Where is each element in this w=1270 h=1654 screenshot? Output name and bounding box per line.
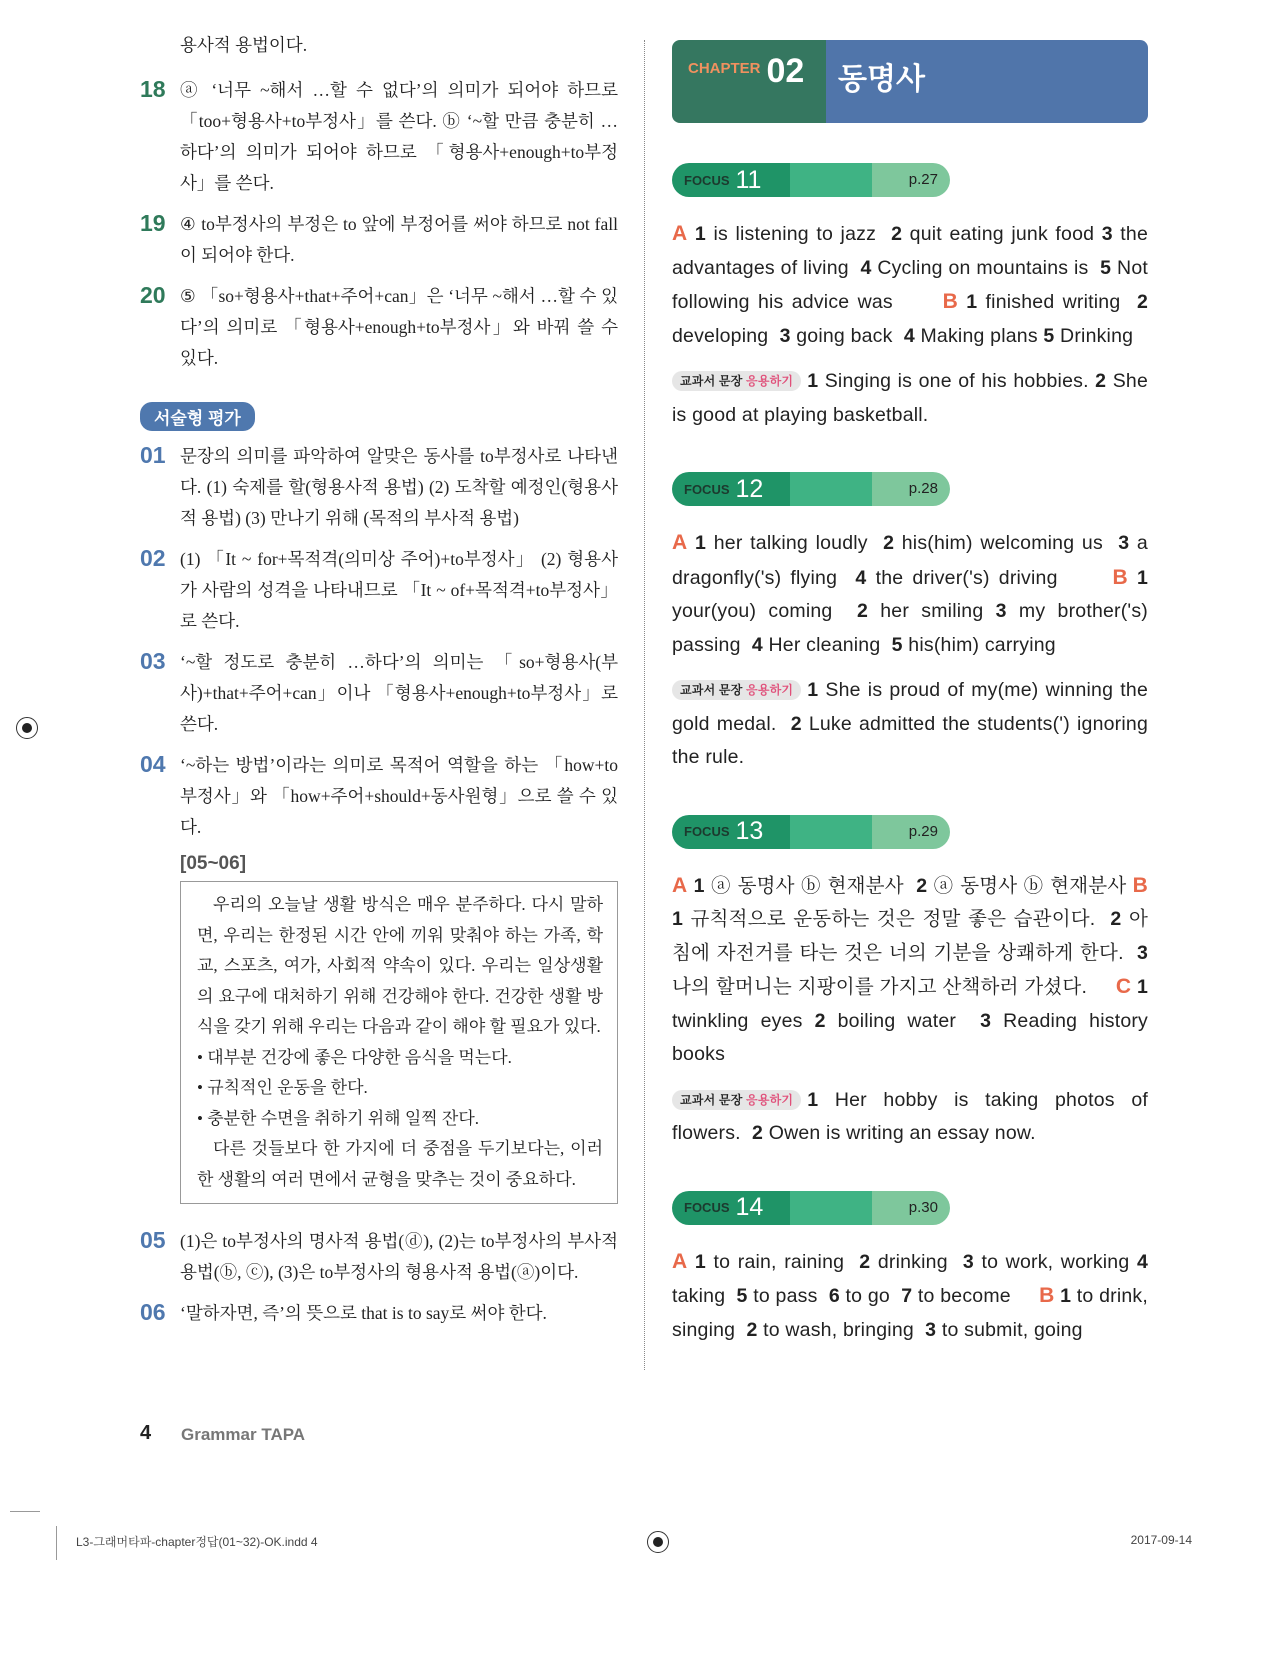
answer-text: Her cleaning bbox=[762, 633, 892, 656]
answer-number: 2 bbox=[1095, 370, 1107, 392]
section-letter: A bbox=[672, 873, 688, 897]
answer-number: 3 bbox=[779, 324, 791, 347]
answer-number: 2 bbox=[859, 1250, 871, 1273]
focus-bar-middle bbox=[790, 815, 872, 849]
item-text: ‘~할 정도로 충분히 …하다’의 의미는 「so+형용사(부사)+that+주어+can」이나 「형용사+enough+to부정사」로 쓴다. bbox=[180, 652, 618, 734]
answer-number: 1 bbox=[1127, 566, 1148, 589]
answer-text: to submit, going bbox=[936, 1318, 1083, 1341]
answer-number: 2 bbox=[916, 874, 928, 897]
focus-page-ref: p.27 bbox=[872, 163, 950, 197]
item-text: (1) 「It ~ for+목적격(의미상 주어)+to부정사」 (2) 형용사가 사람의 성격을 나타내므로 「It ~ of+목적격+to부정사」로 쓴다. bbox=[180, 549, 618, 631]
answer-number: 2 bbox=[746, 1318, 758, 1341]
answer-item bbox=[140, 750, 618, 843]
chapter-label: CHAPTER bbox=[688, 60, 761, 77]
chapter-header bbox=[672, 40, 1148, 123]
answer-number: 2 bbox=[752, 1122, 764, 1144]
passage-bullet: • 충분한 수면을 취하기 위해 일찍 잔다. bbox=[197, 1108, 480, 1128]
answer-number: 5 bbox=[736, 1285, 748, 1307]
focus-bar-middle bbox=[790, 1191, 872, 1225]
answer-item bbox=[140, 441, 618, 534]
section-letter: A bbox=[672, 222, 688, 245]
answer-number: 3 bbox=[1101, 223, 1113, 245]
answer-text: her talking loudly bbox=[706, 532, 884, 554]
answer-number: 2 bbox=[883, 532, 895, 554]
item-text: ⑤ 「so+형용사+that+주어+can」은 ‘너무 ~해서 …할 수 있다’의 의미로 「형용사+enough+to부정사」와 바꿔 쓸 수 있다. bbox=[180, 286, 618, 368]
section-letter: A bbox=[672, 1249, 688, 1273]
left-column bbox=[140, 30, 618, 1339]
answer-text: going back bbox=[790, 324, 904, 347]
focus-label: FOCUS bbox=[684, 824, 730, 839]
answer-number: 3 bbox=[925, 1318, 937, 1341]
focus-bar bbox=[672, 1191, 950, 1225]
answer-text: Luke admitted the students(') ignoring the rule. bbox=[672, 712, 1154, 768]
item-text: ‘말하자면, 즉’의 뜻으로 that is to say로 써야 한다. bbox=[180, 1303, 547, 1323]
answer-text: finished writing bbox=[977, 291, 1137, 313]
item-number: 05 bbox=[140, 1227, 166, 1253]
item-number: 18 bbox=[140, 76, 166, 102]
item-number: 06 bbox=[140, 1299, 166, 1325]
answer-text: to go bbox=[839, 1285, 902, 1307]
answer-number: 6 bbox=[828, 1285, 840, 1307]
section-letter: B bbox=[1112, 565, 1128, 589]
answer-text: 아침에 자전거를 타는 것은 너의 기분을 상쾌하게 한다. bbox=[672, 908, 1149, 964]
answer-number: 2 bbox=[856, 600, 869, 622]
textbook-application bbox=[672, 365, 1154, 432]
item-text: ④ to부정사의 부정은 to 앞에 부정어를 써야 하므로 not fall이 되어야 한다. bbox=[180, 214, 618, 265]
focus-page-ref: p.28 bbox=[872, 472, 950, 506]
section-letter: A bbox=[672, 531, 688, 554]
answer-text: to wash, bringing bbox=[757, 1318, 926, 1341]
column-divider bbox=[644, 40, 645, 1370]
answer-number: 1 bbox=[807, 370, 819, 392]
answer-text: quit eating junk food bbox=[902, 223, 1102, 245]
answer-number: 3 bbox=[995, 600, 1007, 622]
registration-mark-icon bbox=[647, 1531, 669, 1553]
answer-text: to rain, raining bbox=[705, 1250, 860, 1273]
answer-number: 3 bbox=[1118, 532, 1130, 554]
passage-paragraph: 다른 것들보다 한 가지에 더 중점을 두기보다는, 이러한 생활의 여러 면에서 균형을 맞추는 것이 중요하다. bbox=[197, 1139, 603, 1189]
answer-text: Not following his advice was bbox=[672, 256, 1154, 313]
answer-item bbox=[140, 1298, 618, 1329]
answer-text: your(you) coming bbox=[672, 566, 1154, 622]
answer-text: her smiling bbox=[868, 600, 996, 622]
focus-bar-middle bbox=[790, 163, 872, 197]
textbook-tag bbox=[672, 1090, 801, 1110]
answer-text: Singing is one of his hobbies. bbox=[818, 370, 1096, 392]
focus-label-block bbox=[672, 1191, 790, 1225]
answer-number: 2 bbox=[790, 712, 802, 735]
item-number: 03 bbox=[140, 648, 166, 674]
focus-label: FOCUS bbox=[684, 1200, 730, 1215]
answer-number: 2 bbox=[891, 223, 903, 245]
answer-item bbox=[140, 281, 618, 374]
textbook-application bbox=[672, 1084, 1154, 1151]
answer-block bbox=[672, 1245, 1154, 1348]
answer-text: Owen is writing an essay now. bbox=[763, 1122, 1036, 1144]
item-text: ‘~하는 방법’이라는 의미로 목적어 역할을 하는 「how+to부정사」와 「how+주어+should+동사원형」으로 쓸 수 있다. bbox=[180, 755, 618, 837]
answer-number: 7 bbox=[901, 1285, 913, 1307]
focus-list bbox=[672, 163, 1154, 1347]
answer-item bbox=[140, 209, 618, 271]
item-number: 19 bbox=[140, 210, 166, 236]
answer-item bbox=[140, 544, 618, 637]
answer-number: 1 bbox=[1054, 1285, 1072, 1307]
answer-number: 5 bbox=[1100, 256, 1112, 279]
textbook-application bbox=[672, 674, 1154, 775]
tag-text: 교과서 문장 bbox=[680, 683, 747, 697]
answer-text: developing bbox=[672, 291, 1154, 347]
focus-page-ref: p.30 bbox=[872, 1191, 950, 1225]
focus-label-block bbox=[672, 472, 790, 506]
answer-number: 1 bbox=[807, 679, 819, 701]
answer-text: ⓐ 동명사 ⓑ 현재분사 bbox=[927, 874, 1133, 897]
answer-text: 나의 할머니는 지팡이를 가지고 산책하러 가셨다. bbox=[672, 941, 1154, 998]
answer-block bbox=[672, 869, 1154, 1072]
answer-block bbox=[672, 217, 1154, 353]
answer-number: 4 bbox=[751, 633, 763, 656]
focus-label-block bbox=[672, 815, 790, 849]
answer-item bbox=[140, 1226, 618, 1288]
registration-mark-icon bbox=[16, 717, 38, 739]
answer-list-mid bbox=[140, 441, 618, 843]
answer-number: 3 bbox=[980, 1009, 992, 1032]
answer-number: 5 bbox=[891, 633, 903, 656]
answer-text: my brother('s) passing bbox=[672, 600, 1154, 656]
focus-label: FOCUS bbox=[684, 481, 730, 497]
answer-text: Her hobby is taking photos of flowers. bbox=[672, 1088, 1154, 1144]
tag-text: 교과서 문장 bbox=[680, 374, 747, 388]
tag-text: 교과서 문장 bbox=[680, 1092, 747, 1107]
item-text: 문장의 의미를 파악하여 알맞은 동사를 to부정사로 나타낸다. (1) 숙제를 할(형용사적 용법) (2) 도착할 예정인(형용사적 용법) (3) 만나기 위해 (목적의 부사적 용법) bbox=[180, 446, 618, 528]
answer-number: 2 bbox=[1136, 291, 1149, 313]
section-badge: 서술형 평가 bbox=[140, 402, 255, 431]
answer-number: 3 bbox=[962, 1250, 974, 1273]
book-title: Grammar TAPA bbox=[181, 1425, 306, 1444]
section-letter: B bbox=[1039, 1284, 1055, 1307]
focus-bar bbox=[672, 815, 950, 849]
crop-mark bbox=[10, 1511, 40, 1512]
answer-block bbox=[672, 526, 1154, 662]
textbook-tag bbox=[672, 371, 801, 391]
passage-bullet: • 규칙적인 운동을 한다. bbox=[197, 1078, 368, 1097]
answer-number: 4 bbox=[903, 324, 915, 347]
answer-text: to become bbox=[912, 1285, 1040, 1307]
answer-text: the advantages of living bbox=[672, 223, 1154, 279]
answer-number: 1 bbox=[1131, 976, 1148, 998]
answer-list-bottom bbox=[140, 1226, 618, 1329]
answer-number: 2 bbox=[814, 1009, 826, 1032]
right-column bbox=[672, 40, 1154, 1347]
passage-paragraph: 우리의 오늘날 생활 방식은 매우 분주하다. 다시 말하면, 우리는 한정된 시간 안에 끼워 맞춰야 하는 가족, 학교, 스포츠, 여가, 사회적 약속이 있다. 우리는 일상생활의 요구에 대처하기 위해 건강해야 한다. 건강한 생활 방식을 갖기 위해 우리는 다음과 같이 해야 할 필요가 있다. bbox=[197, 895, 603, 1036]
answer-number: 1 bbox=[807, 1088, 819, 1111]
slug-filename: L3-그래머타파-chapter정답(01~32)-OK.indd 4 bbox=[76, 1535, 318, 1549]
answer-text: drinking bbox=[870, 1250, 963, 1273]
answer-text: the driver('s) driving bbox=[866, 566, 1113, 589]
textbook-tag bbox=[672, 680, 801, 700]
continuation-text: 용사적 용법이다. bbox=[180, 35, 308, 55]
item-number: 20 bbox=[140, 282, 166, 308]
answer-text: to drink, singing bbox=[672, 1285, 1154, 1341]
range-label: [05~06] bbox=[180, 853, 247, 874]
answer-item bbox=[140, 647, 618, 740]
answer-number: 3 bbox=[1136, 941, 1148, 964]
answer-number: 2 bbox=[1110, 908, 1122, 930]
answer-text: a dragonfly('s) flying bbox=[672, 532, 1154, 589]
answer-text: She is proud of my(me) winning the gold medal. bbox=[672, 679, 1154, 735]
focus-number: 11 bbox=[735, 165, 762, 194]
item-text: ⓐ ‘너무 ~해서 …할 수 없다’의 의미가 되어야 하므로 「too+형용사+to부정사」를 쓴다. ⓑ ‘~할 만큼 충분히 …하다’의 의미가 되어야 하므로 「형용사+enough+to부정사」를 쓴다. bbox=[180, 80, 618, 193]
chapter-number: 02 bbox=[766, 52, 805, 90]
item-text: (1)은 to부정사의 명사적 용법(ⓓ), (2)는 to부정사의 부사적 용법(ⓑ, ⓒ), (3)은 to부정사의 형용사적 용법(ⓐ)이다. bbox=[180, 1231, 618, 1282]
focus-page-ref: p.29 bbox=[872, 815, 950, 849]
answer-number: 4 bbox=[1136, 1250, 1148, 1273]
answer-list-top bbox=[140, 75, 618, 374]
answer-number: 4 bbox=[855, 566, 867, 589]
answer-text: boiling water bbox=[825, 1009, 981, 1032]
answer-text: Making plans bbox=[914, 324, 1044, 347]
answer-item bbox=[140, 75, 618, 199]
answer-text: She is good at playing basketball. bbox=[672, 370, 1154, 426]
focus-number: 14 bbox=[735, 1193, 764, 1221]
answer-text: Reading history books bbox=[672, 1009, 1154, 1065]
answer-text: 규칙적으로 운동하는 것은 정말 좋은 습관이다. bbox=[683, 908, 1111, 930]
crop-mark bbox=[56, 1526, 57, 1560]
tag-highlight: 응용하기 bbox=[746, 374, 794, 388]
answer-text: to work, working bbox=[973, 1250, 1137, 1273]
chapter-title: 동명사 bbox=[826, 40, 1148, 123]
answer-text: to pass bbox=[747, 1285, 829, 1307]
answer-text: Cycling on mountains is bbox=[871, 256, 1101, 279]
focus-label-block bbox=[672, 163, 790, 197]
passage-bullet: • 대부분 건강에 좋은 다양한 음식을 먹는다. bbox=[197, 1047, 512, 1067]
answer-number: 1 bbox=[687, 1250, 706, 1273]
focus-label: FOCUS bbox=[684, 172, 730, 188]
tag-highlight: 응용하기 bbox=[746, 683, 794, 697]
answer-number: 1 bbox=[687, 532, 707, 554]
slug-date: 2017-09-14 bbox=[1130, 1533, 1192, 1547]
item-number: 04 bbox=[140, 751, 166, 777]
focus-number: 12 bbox=[735, 474, 764, 503]
focus-bar bbox=[672, 163, 950, 197]
answer-number: 1 bbox=[687, 874, 705, 897]
answer-number: 1 bbox=[687, 223, 706, 245]
answer-text: his(him) welcoming us bbox=[894, 532, 1119, 554]
answer-number: 1 bbox=[957, 291, 978, 313]
section-letter: B bbox=[1132, 873, 1149, 897]
answer-text: is listening to jazz bbox=[705, 223, 892, 245]
answer-text: twinkling eyes bbox=[672, 976, 1154, 1032]
focus-bar-middle bbox=[790, 472, 872, 506]
answer-text: his(him) carrying bbox=[902, 633, 1056, 656]
passage-box bbox=[180, 881, 618, 1204]
section-letter: C bbox=[1115, 975, 1132, 998]
item-number: 01 bbox=[140, 442, 166, 468]
focus-number: 13 bbox=[735, 817, 764, 845]
tag-highlight: 응용하기 bbox=[746, 1092, 794, 1107]
answer-number: 1 bbox=[672, 874, 1154, 930]
answer-number: 4 bbox=[860, 256, 872, 279]
page-number: 4 bbox=[140, 1422, 152, 1444]
answer-text: taking bbox=[672, 1250, 1154, 1307]
answer-text: ⓐ 동명사 ⓑ 현재분사 bbox=[704, 874, 917, 897]
focus-bar bbox=[672, 472, 950, 506]
chapter-number-block bbox=[672, 40, 826, 123]
answer-number: 5 bbox=[1043, 324, 1055, 347]
answer-text: Drinking bbox=[1054, 324, 1134, 347]
item-number: 02 bbox=[140, 545, 166, 571]
section-letter: B bbox=[942, 290, 958, 313]
